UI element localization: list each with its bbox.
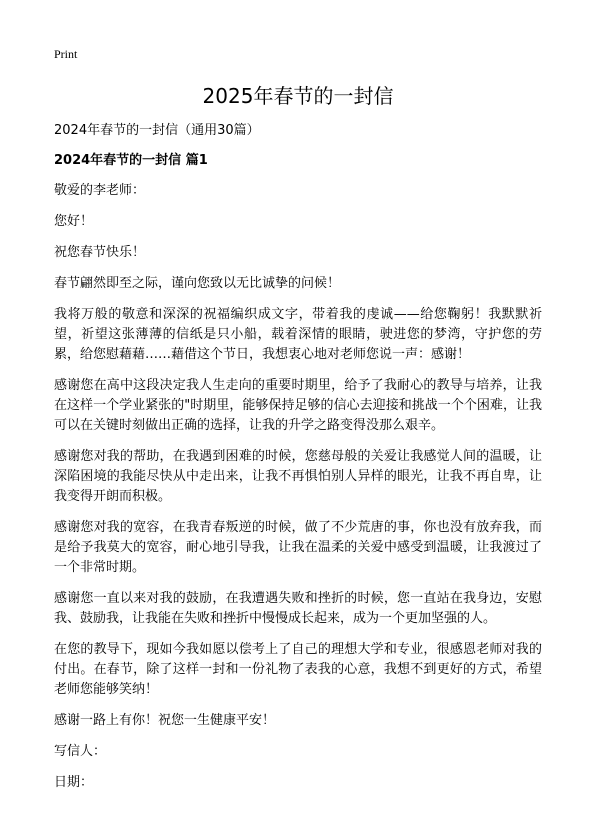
section-heading: 2024年春节的一封信 篇1 [54, 153, 208, 168]
signature-line: 写信人： [54, 744, 107, 759]
page-title: 2025年春节的一封信 [202, 84, 394, 108]
festival-wish: 祝您春节快乐！ [54, 245, 146, 260]
closing-wish: 感谢一路上有你！祝您一生健康平安！ [54, 713, 276, 728]
greeting: 您好！ [54, 214, 94, 229]
body-paragraph: 感谢您对我的宽容，在我青春叛逆的时候，做了不少荒唐的事，你也没有放弃我，而是给予我莫大的宽容，耐心地引导我，让我在温柔的关爱中感受到温暖，让我渡过了一个非常时期。 [54, 520, 542, 575]
body-paragraph: 感谢您对我的帮助，在我遇到困难的时候，您慈母般的关爱让我感觉人间的温暖，让深陷困境的我能尽快从中走出来，让我不再惧怕别人异样的眼光，让我不再自卑，让我变得开朗而积极。 [54, 449, 542, 504]
body-paragraph: 感谢您一直以来对我的鼓励，在我遭遇失败和挫折的时候，您一直站在我身边，安慰我、鼓励我，让我能在失败和挫折中慢慢成长起来，成为一个更加坚强的人。 [54, 591, 542, 626]
document-subtitle: 2024年春节的一封信（通用30篇） [54, 123, 260, 138]
print-link[interactable]: Print [54, 47, 78, 61]
body-paragraph: 在您的教导下，现如今我如愿以偿考上了自己的理想大学和专业，很感恩老师对我的付出。在春节，除了这样一封和一份礼物了表我的心意，我想不到更好的方式，希望老师您能够笑纳！ [54, 642, 542, 697]
body-paragraph: 感谢您在高中这段决定我人生走向的重要时期里，给予了我耐心的教导与培养，让我在这样一个学业紧张的"时期里，能够保持足够的信心去迎接和挑战一个个困难，让我可以在关键时刻做出正确的选择，让我的升学之路变得没那么艰辛。 [54, 378, 542, 433]
date-line: 日期： [54, 775, 94, 790]
salutation: 敬爱的李老师： [54, 183, 146, 198]
body-paragraph: 春节翩然即至之际，谨向您致以无比诚挚的问候！ [54, 276, 341, 291]
body-paragraph: 我将万般的敬意和深深的祝福编织成文字，带着我的虔诚——给您鞠躬！我默默祈望，祈望这张薄薄的信纸是只小船，载着深情的眼睛，驶进您的梦湾，守护您的劳累，给您慰藉藉……藉借这个节日，我想衷心地对老师您说一声：感谢！ [54, 307, 542, 362]
